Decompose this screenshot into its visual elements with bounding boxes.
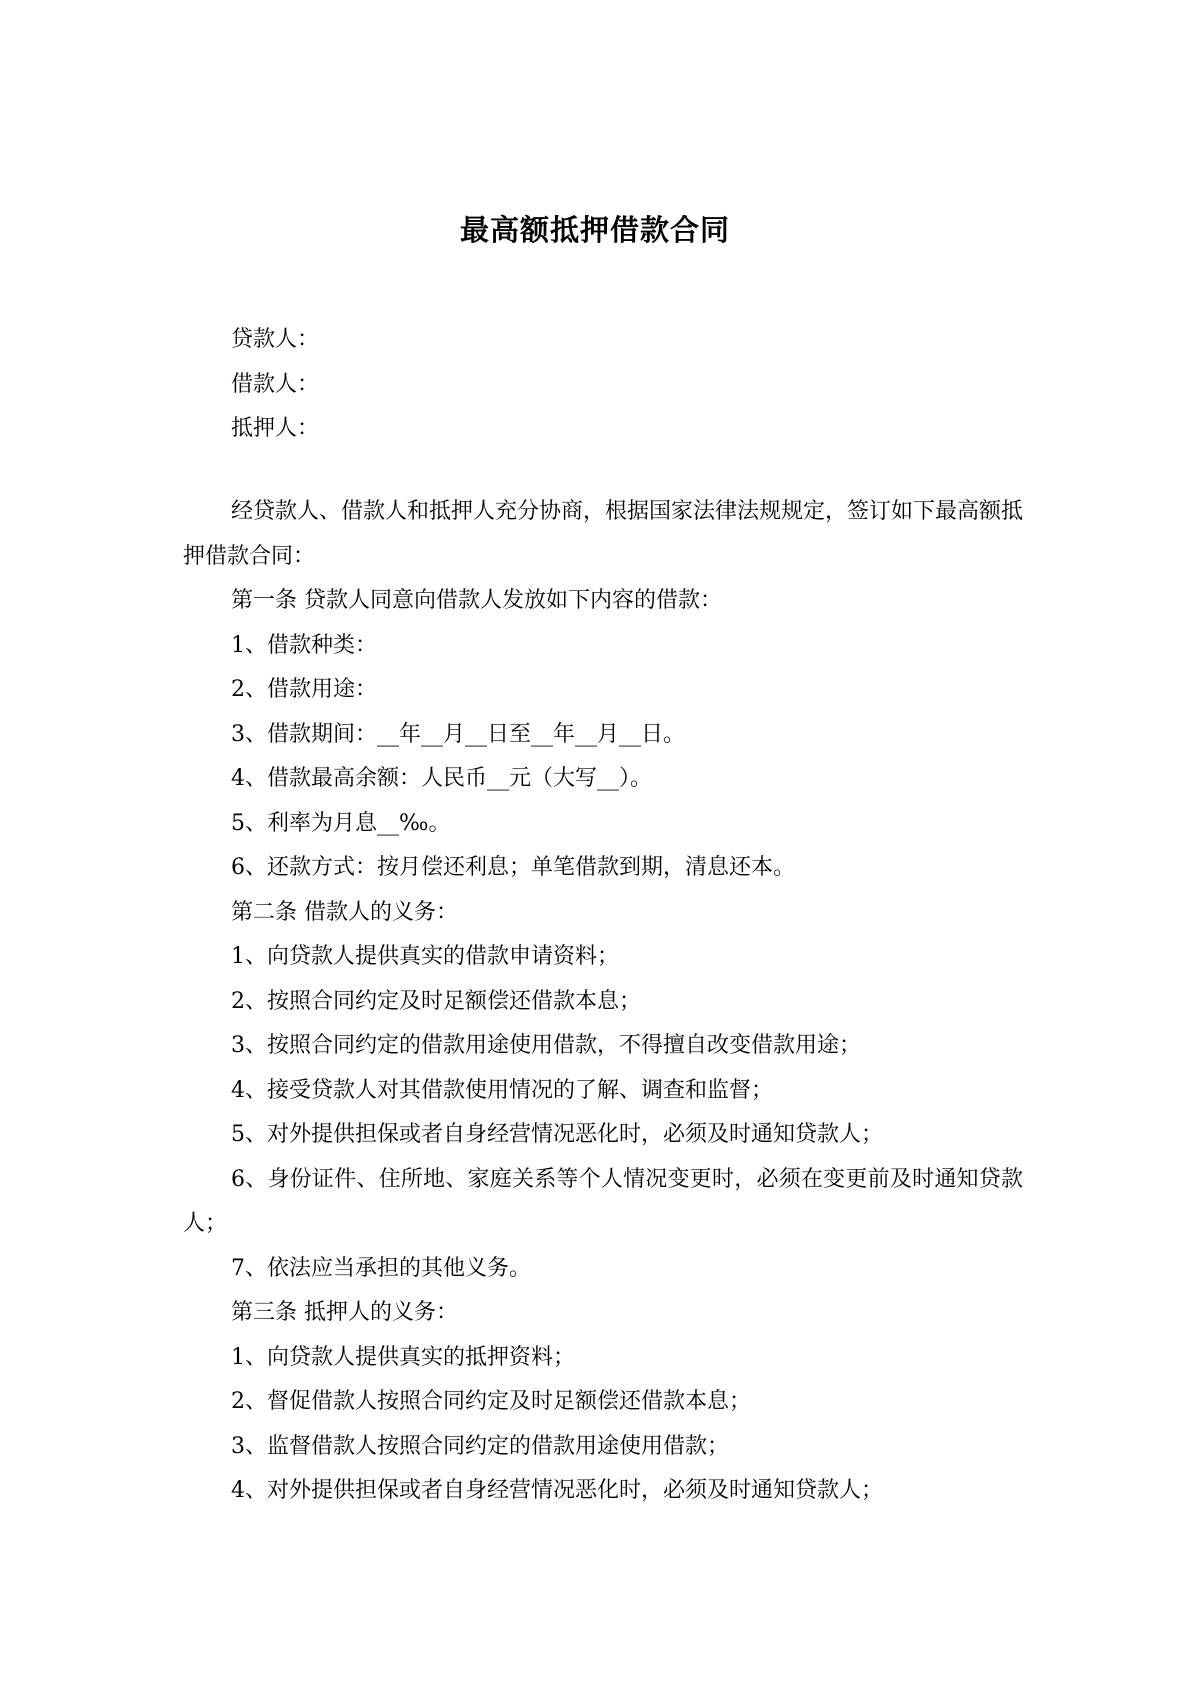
party-borrower: 借款人： [231,371,320,397]
article-1-heading: 第一条 贷款人同意向借款人发放如下内容的借款： [231,588,722,613]
article-3-item: 1、向贷款人提供真实的抵押资料； [231,1344,575,1370]
parties-block [183,318,1023,452]
article-3-item: 3、监督借款人按照合同约定的借款用途使用借款； [231,1433,729,1459]
article-3-item: 4、对外提供担保或者自身经营情况恶化时，必须及时通知贷款人； [231,1478,883,1503]
article-2-item: 3、按照合同约定的借款用途使用借款，不得擅自改变借款用途； [231,1033,861,1058]
article-1-item: 5、利率为月息__‰。 [231,810,451,836]
article-3-heading: 第三条 抵押人的义务： [231,1300,458,1325]
article-2-item: 2、按照合同约定及时足额偿还借款本息； [231,988,641,1014]
party-mortgagor: 抵押人： [231,416,320,441]
article-2-item: 7、依法应当承担的其他义务。 [231,1255,531,1281]
intro-paragraph: 经贷款人、借款人和抵押人充分协商，根据国家法律法规规定，签订如下最高额抵押借款合同： [183,499,1024,569]
article-1-item: 6、还款方式：按月偿还利息；单笔借款到期，清息还本。 [231,855,795,880]
article-2-item: 5、对外提供担保或者自身经营情况恶化时，必须及时通知贷款人； [231,1122,883,1147]
article-1-item: 3、借款期间：__年__月__日至__年__月__日。 [231,721,685,747]
article-1-item: 1、借款种类： [231,632,377,658]
party-lender: 贷款人： [231,327,320,352]
article-2-heading: 第二条 借款人的义务： [231,899,458,925]
contract-body [183,490,1023,1514]
article-1-item: 2、借款用途： [231,677,377,702]
article-1-item: 4、借款最高余额：人民币__元（大写__）。 [231,766,652,791]
article-2-item: 1、向贷款人提供真实的借款申请资料； [231,944,619,969]
article-3-item: 2、督促借款人按照合同约定及时足额偿还借款本息； [231,1389,751,1414]
article-2-item: 4、接受贷款人对其借款使用情况的了解、调查和监督； [231,1077,773,1103]
document-title: 最高额抵押借款合同 [459,213,730,247]
article-2-item: 6、身份证件、住所地、家庭关系等个人情况变更时，必须在变更前及时通知贷款人； [183,1166,1023,1236]
